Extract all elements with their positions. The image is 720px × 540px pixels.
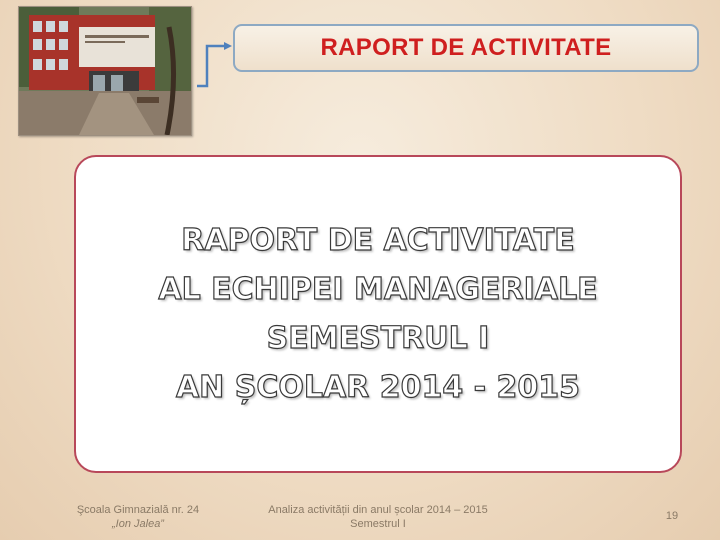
footer-description-line: Semestrul I [350,518,406,530]
content-line: RAPORT DE ACTIVITATE [181,223,575,258]
content-panel [74,155,682,473]
footer-school [58,503,218,531]
footer-description-line: Analiza activității din anul școlar 2014 – 2015 [268,504,488,516]
footer-school-subname: „Ion Jalea” [112,518,164,530]
content-line: AL ECHIPEI MANAGERIALE [158,272,598,307]
title-banner [233,24,699,72]
content-line: SEMESTRUL I [266,321,490,356]
page-title: RAPORT DE ACTIVITATE [320,34,612,61]
page-number: 19 [665,510,679,522]
content-line: AN ȘCOLAR 2014 - 2015 [175,370,581,405]
footer-school-name: Şcoala Gimnazială nr. 24 [76,504,200,516]
footer-description [258,503,498,531]
school-building-photo [18,6,192,136]
connector-arrow-icon [195,40,235,88]
